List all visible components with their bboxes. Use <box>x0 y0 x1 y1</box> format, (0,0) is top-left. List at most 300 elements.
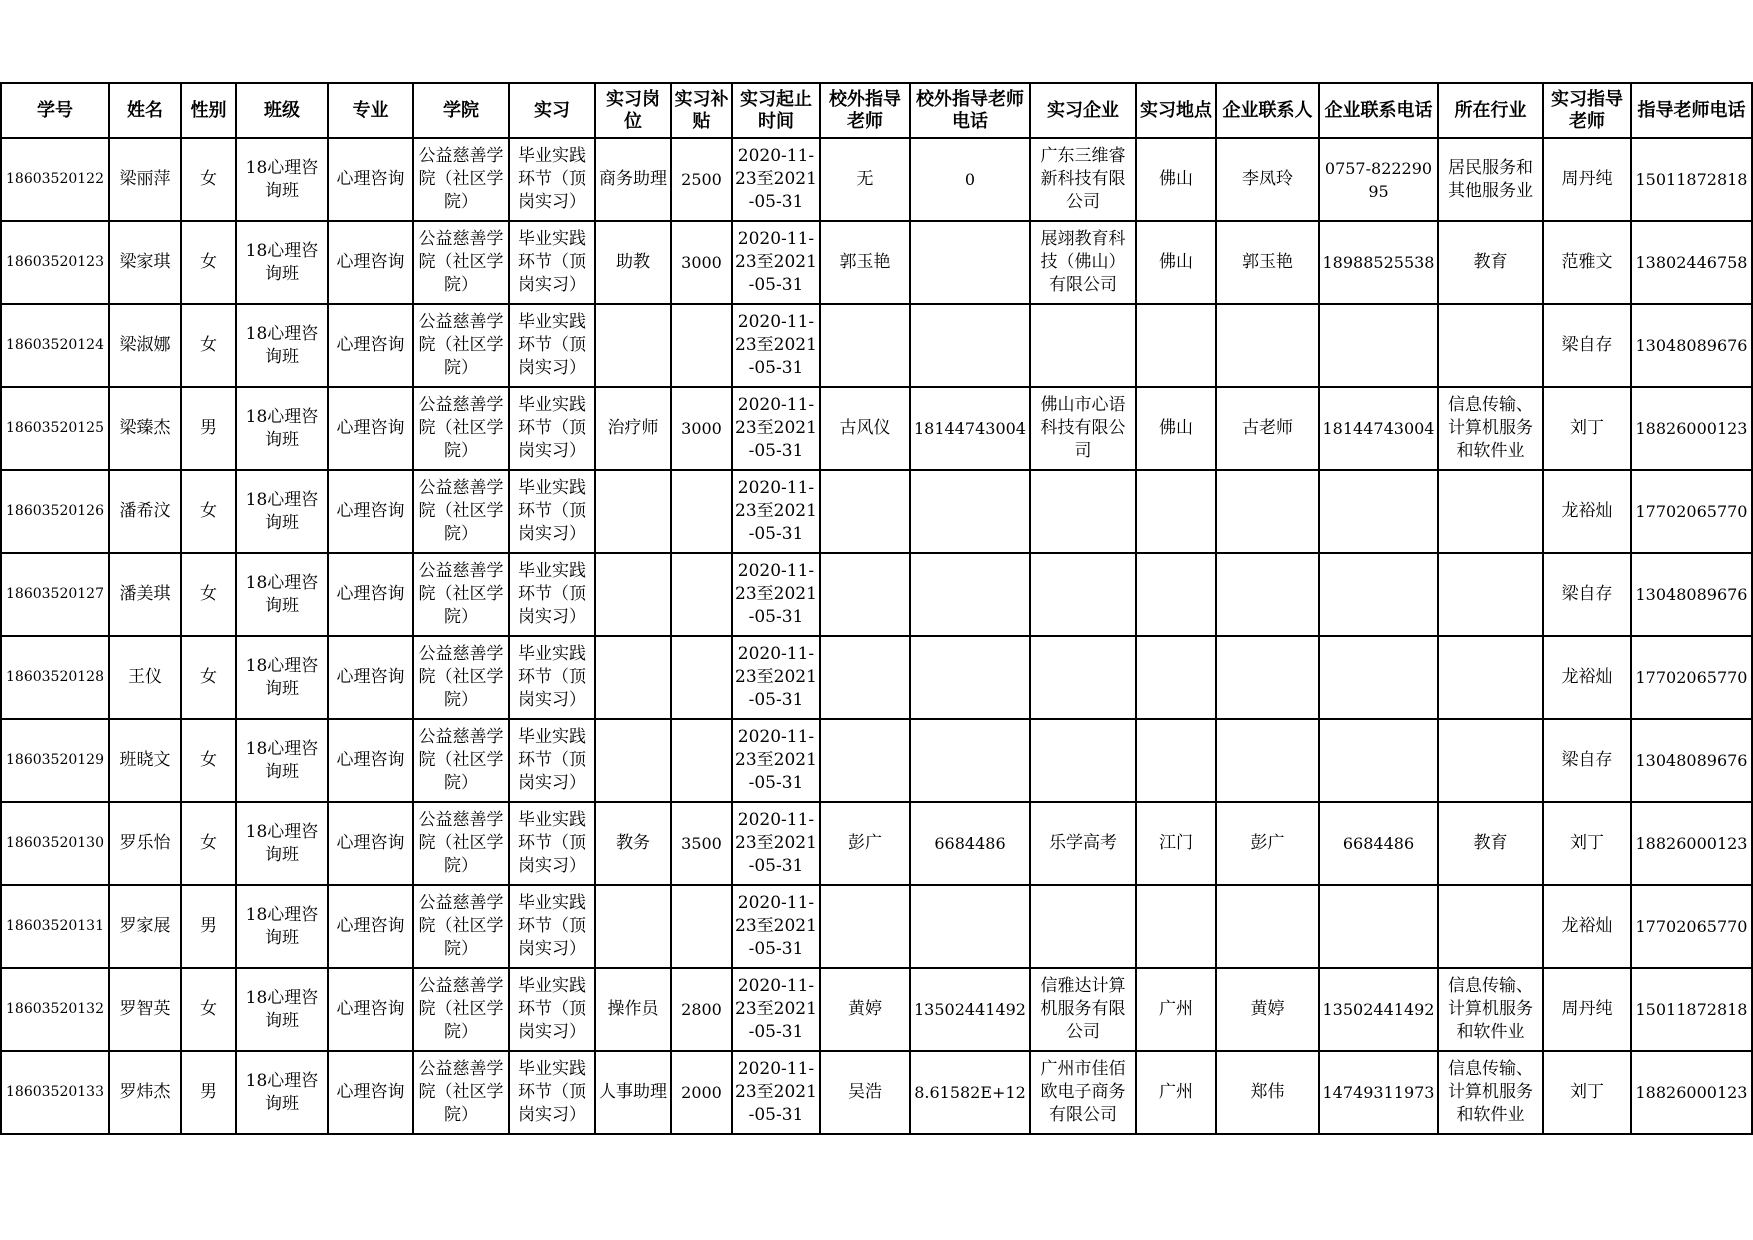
industry-text: 教育 <box>1473 833 1508 853</box>
cell-external-supervisor <box>820 304 910 387</box>
cell-external-supervisor <box>820 138 910 221</box>
table-row <box>1 968 1752 1051</box>
cell-student-id <box>1 138 109 221</box>
class-text: 18心理咨询班 <box>245 1070 319 1114</box>
cell-company-contact <box>1216 387 1319 470</box>
table-row <box>1 802 1752 885</box>
cell-internal-supervisor <box>1543 1051 1631 1134</box>
student-id-text: 18603520129 <box>6 752 104 768</box>
cell-college <box>413 138 509 221</box>
cell-company <box>1030 636 1136 719</box>
cell-name <box>109 470 181 553</box>
header-position: 实习岗位 <box>595 83 671 138</box>
major-text: 心理咨询 <box>336 833 405 853</box>
cell-stipend <box>671 387 732 470</box>
table-row <box>1 553 1752 636</box>
college-text: 公益慈善学院（社区学院） <box>418 644 504 710</box>
cell-stipend <box>671 1051 732 1134</box>
cell-location <box>1136 221 1216 304</box>
college-text: 公益慈善学院（社区学院） <box>418 312 504 378</box>
stipend-text: 3000 <box>681 253 722 272</box>
major-text: 心理咨询 <box>336 1082 405 1102</box>
cell-student-id <box>1 304 109 387</box>
cell-company-phone <box>1319 885 1438 968</box>
cell-company <box>1030 885 1136 968</box>
cell-location <box>1136 719 1216 802</box>
cell-company-contact <box>1216 553 1319 636</box>
cell-gender <box>181 221 236 304</box>
name-text: 王仪 <box>128 667 162 687</box>
gender-text: 女 <box>200 999 217 1019</box>
external-supervisor-text: 彭广 <box>848 833 882 853</box>
company-contact-text: 彭广 <box>1250 833 1285 853</box>
company-phone-text: 0757-82229095 <box>1324 158 1433 201</box>
cell-gender <box>181 968 236 1051</box>
position-text: 人事助理 <box>599 1082 667 1102</box>
company-text: 佛山市心语科技有限公司 <box>1040 395 1126 461</box>
cell-period <box>732 304 820 387</box>
cell-period <box>732 719 820 802</box>
cell-industry <box>1438 387 1543 470</box>
cell-major <box>328 304 413 387</box>
cell-class <box>236 636 328 719</box>
table-row <box>1 387 1752 470</box>
external-supervisor-text: 古风仪 <box>839 418 891 438</box>
cell-internal-supervisor <box>1543 719 1631 802</box>
cell-company-contact <box>1216 636 1319 719</box>
major-text: 心理咨询 <box>336 418 405 438</box>
cell-internal-supervisor <box>1543 304 1631 387</box>
header-period: 实习起止时间 <box>732 83 820 138</box>
major-text: 心理咨询 <box>336 667 405 687</box>
cell-company-contact <box>1216 968 1319 1051</box>
cell-internal-supervisor <box>1543 387 1631 470</box>
cell-location <box>1136 387 1216 470</box>
student-id-text: 18603520124 <box>6 337 104 353</box>
cell-position <box>595 885 671 968</box>
cell-internal-supervisor <box>1543 885 1631 968</box>
cell-major <box>328 719 413 802</box>
class-text: 18心理咨询班 <box>245 323 319 367</box>
cell-internship-type <box>509 553 595 636</box>
table-row <box>1 304 1752 387</box>
table-body <box>1 138 1752 1134</box>
cell-location <box>1136 968 1216 1051</box>
cell-period <box>732 636 820 719</box>
company-contact-text: 李凤玲 <box>1242 169 1293 189</box>
internal-supervisor-text: 梁自存 <box>1561 335 1613 355</box>
college-text: 公益慈善学院（社区学院） <box>418 478 504 544</box>
company-contact-text: 古老师 <box>1242 418 1293 438</box>
cell-major <box>328 885 413 968</box>
table-row <box>1 719 1752 802</box>
cell-name <box>109 719 181 802</box>
cell-internship-type <box>509 802 595 885</box>
class-text: 18心理咨询班 <box>245 240 319 284</box>
header-gender: 性别 <box>181 83 236 138</box>
period-text: 2020-11-23至2021-05-31 <box>735 229 817 295</box>
student-id-text: 18603520132 <box>6 1001 104 1017</box>
header-company: 实习企业 <box>1030 83 1136 138</box>
cell-college <box>413 304 509 387</box>
supervisor-phone-text: 15011872818 <box>1635 1000 1748 1019</box>
cell-location <box>1136 553 1216 636</box>
cell-company <box>1030 304 1136 387</box>
student-id-text: 18603520123 <box>6 254 104 270</box>
cell-student-id <box>1 885 109 968</box>
cell-internship-type <box>509 1051 595 1134</box>
name-text: 梁丽萍 <box>119 169 171 189</box>
cell-gender <box>181 304 236 387</box>
internship-type-text: 毕业实践环节（顶岗实习） <box>518 312 586 378</box>
stipend-text: 3500 <box>681 834 722 853</box>
cell-industry <box>1438 138 1543 221</box>
class-text: 18心理咨询班 <box>245 489 319 533</box>
cell-student-id <box>1 387 109 470</box>
cell-industry <box>1438 553 1543 636</box>
supervisor-phone-text: 15011872818 <box>1635 170 1748 189</box>
cell-major <box>328 470 413 553</box>
cell-position <box>595 553 671 636</box>
cell-period <box>732 470 820 553</box>
cell-college <box>413 636 509 719</box>
internal-supervisor-text: 梁自存 <box>1561 584 1613 604</box>
cell-position <box>595 719 671 802</box>
cell-stipend <box>671 304 732 387</box>
supervisor-phone-text: 13048089676 <box>1635 585 1748 604</box>
cell-major <box>328 636 413 719</box>
table-row <box>1 636 1752 719</box>
cell-internship-type <box>509 387 595 470</box>
internship-type-text: 毕业实践环节（顶岗实习） <box>518 810 586 876</box>
major-text: 心理咨询 <box>336 501 405 521</box>
cell-internal-supervisor <box>1543 636 1631 719</box>
period-text: 2020-11-23至2021-05-31 <box>735 976 817 1042</box>
cell-external-supervisor <box>820 1051 910 1134</box>
cell-internship-type <box>509 470 595 553</box>
internship-type-text: 毕业实践环节（顶岗实习） <box>518 727 586 793</box>
cell-supervisor-phone <box>1631 553 1752 636</box>
cell-company <box>1030 802 1136 885</box>
cell-company-phone <box>1319 470 1438 553</box>
header-company-contact: 企业联系人 <box>1216 83 1319 138</box>
stipend-text: 3000 <box>681 419 722 438</box>
name-text: 罗乐怡 <box>119 833 171 853</box>
industry-text: 信息传输、计算机服务和软件业 <box>1448 395 1533 461</box>
cell-major <box>328 553 413 636</box>
stipend-text: 2500 <box>681 170 722 189</box>
period-text: 2020-11-23至2021-05-31 <box>735 146 817 212</box>
cell-location <box>1136 470 1216 553</box>
cell-supervisor-phone <box>1631 1051 1752 1134</box>
cell-major <box>328 968 413 1051</box>
student-id-text: 18603520133 <box>6 1084 104 1100</box>
internal-supervisor-text: 龙裕灿 <box>1561 501 1613 521</box>
external-supervisor-phone-text: 0 <box>964 170 976 189</box>
cell-position <box>595 221 671 304</box>
cell-name <box>109 387 181 470</box>
gender-text: 女 <box>200 252 217 272</box>
cell-location <box>1136 304 1216 387</box>
cell-name <box>109 304 181 387</box>
cell-external-supervisor <box>820 387 910 470</box>
class-text: 18心理咨询班 <box>245 406 319 450</box>
cell-period <box>732 553 820 636</box>
cell-stipend <box>671 968 732 1051</box>
external-supervisor-text: 无 <box>856 169 874 189</box>
cell-supervisor-phone <box>1631 968 1752 1051</box>
internal-supervisor-text: 刘丁 <box>1570 418 1604 438</box>
stipend-text: 2000 <box>681 1083 722 1102</box>
cell-company-phone <box>1319 719 1438 802</box>
internship-type-text: 毕业实践环节（顶岗实习） <box>518 146 586 212</box>
cell-stipend <box>671 221 732 304</box>
cell-industry <box>1438 221 1543 304</box>
position-text: 治疗师 <box>607 418 659 438</box>
supervisor-phone-text: 18826000123 <box>1635 834 1748 853</box>
internal-supervisor-text: 刘丁 <box>1570 1082 1604 1102</box>
internal-supervisor-text: 梁自存 <box>1561 750 1613 770</box>
cell-major <box>328 221 413 304</box>
table-row <box>1 470 1752 553</box>
student-id-text: 18603520127 <box>6 586 104 602</box>
cell-college <box>413 470 509 553</box>
college-text: 公益慈善学院（社区学院） <box>418 146 504 212</box>
gender-text: 女 <box>200 750 217 770</box>
period-text: 2020-11-23至2021-05-31 <box>735 893 817 959</box>
cell-location <box>1136 802 1216 885</box>
external-supervisor-text: 吴浩 <box>848 1082 882 1102</box>
college-text: 公益慈善学院（社区学院） <box>418 976 504 1042</box>
cell-class <box>236 719 328 802</box>
cell-college <box>413 553 509 636</box>
cell-major <box>328 1051 413 1134</box>
cell-location <box>1136 885 1216 968</box>
header-class: 班级 <box>236 83 328 138</box>
gender-text: 女 <box>200 501 217 521</box>
class-text: 18心理咨询班 <box>245 655 319 699</box>
internship-table <box>0 82 1753 1135</box>
cell-gender <box>181 802 236 885</box>
header-major: 专业 <box>328 83 413 138</box>
cell-class <box>236 553 328 636</box>
class-text: 18心理咨询班 <box>245 904 319 948</box>
cell-student-id <box>1 221 109 304</box>
gender-text: 女 <box>200 169 217 189</box>
cell-company-contact <box>1216 221 1319 304</box>
gender-text: 男 <box>200 916 217 936</box>
cell-internship-type <box>509 968 595 1051</box>
cell-external-supervisor-phone <box>910 968 1030 1051</box>
cell-class <box>236 221 328 304</box>
header-internship-type: 实习 <box>509 83 595 138</box>
cell-stipend <box>671 719 732 802</box>
cell-supervisor-phone <box>1631 221 1752 304</box>
cell-supervisor-phone <box>1631 802 1752 885</box>
cell-external-supervisor <box>820 885 910 968</box>
major-text: 心理咨询 <box>336 335 405 355</box>
company-phone-text: 18988525538 <box>1322 253 1435 272</box>
header-name: 姓名 <box>109 83 181 138</box>
cell-position <box>595 802 671 885</box>
cell-company <box>1030 968 1136 1051</box>
cell-name <box>109 802 181 885</box>
cell-supervisor-phone <box>1631 885 1752 968</box>
name-text: 罗炜杰 <box>119 1082 171 1102</box>
cell-company-phone <box>1319 304 1438 387</box>
student-id-text: 18603520128 <box>6 669 104 685</box>
internship-type-text: 毕业实践环节（顶岗实习） <box>518 976 586 1042</box>
student-id-text: 18603520125 <box>6 420 104 436</box>
company-phone-text: 18144743004 <box>1322 419 1435 438</box>
cell-external-supervisor-phone <box>910 636 1030 719</box>
industry-text: 信息传输、计算机服务和软件业 <box>1448 1059 1533 1125</box>
cell-class <box>236 387 328 470</box>
company-text: 信雅达计算机服务有限公司 <box>1040 976 1126 1042</box>
major-text: 心理咨询 <box>336 999 405 1019</box>
location-text: 佛山 <box>1159 418 1193 438</box>
cell-company-phone <box>1319 636 1438 719</box>
table-row <box>1 138 1752 221</box>
cell-period <box>732 221 820 304</box>
cell-supervisor-phone <box>1631 138 1752 221</box>
internal-supervisor-text: 龙裕灿 <box>1561 916 1613 936</box>
name-text: 潘希汶 <box>119 501 171 521</box>
major-text: 心理咨询 <box>336 750 405 770</box>
name-text: 班晓文 <box>119 750 171 770</box>
cell-company-contact <box>1216 470 1319 553</box>
company-contact-text: 郭玉艳 <box>1242 252 1293 272</box>
cell-company-phone <box>1319 138 1438 221</box>
header-external-supervisor-phone: 校外指导老师电话 <box>910 83 1030 138</box>
supervisor-phone-text: 17702065770 <box>1635 668 1748 687</box>
cell-internship-type <box>509 304 595 387</box>
cell-name <box>109 885 181 968</box>
supervisor-phone-text: 17702065770 <box>1635 917 1748 936</box>
company-text: 展翊教育科技（佛山）有限公司 <box>1040 229 1126 295</box>
cell-company <box>1030 470 1136 553</box>
cell-internal-supervisor <box>1543 802 1631 885</box>
location-text: 佛山 <box>1159 252 1193 272</box>
cell-external-supervisor-phone <box>910 304 1030 387</box>
cell-industry <box>1438 470 1543 553</box>
table-row <box>1 1051 1752 1134</box>
college-text: 公益慈善学院（社区学院） <box>418 727 504 793</box>
position-text: 教务 <box>616 833 650 853</box>
college-text: 公益慈善学院（社区学院） <box>418 395 504 461</box>
cell-name <box>109 636 181 719</box>
cell-location <box>1136 1051 1216 1134</box>
internship-roster <box>0 82 1753 1135</box>
cell-external-supervisor-phone <box>910 221 1030 304</box>
cell-internal-supervisor <box>1543 553 1631 636</box>
gender-text: 男 <box>200 418 217 438</box>
cell-industry <box>1438 1051 1543 1134</box>
major-text: 心理咨询 <box>336 916 405 936</box>
cell-industry <box>1438 885 1543 968</box>
internship-type-text: 毕业实践环节（顶岗实习） <box>518 395 586 461</box>
student-id-text: 18603520130 <box>6 835 104 851</box>
cell-company-phone <box>1319 221 1438 304</box>
cell-external-supervisor-phone <box>910 802 1030 885</box>
company-contact-text: 郑伟 <box>1250 1082 1285 1102</box>
cell-position <box>595 1051 671 1134</box>
name-text: 梁家琪 <box>119 252 171 272</box>
supervisor-phone-text: 17702065770 <box>1635 502 1748 521</box>
cell-stipend <box>671 636 732 719</box>
cell-period <box>732 138 820 221</box>
name-text: 梁淑娜 <box>119 335 171 355</box>
company-phone-text: 13502441492 <box>1322 1000 1435 1019</box>
cell-stipend <box>671 470 732 553</box>
name-text: 罗家展 <box>119 916 171 936</box>
cell-company <box>1030 719 1136 802</box>
class-text: 18心理咨询班 <box>245 987 319 1031</box>
gender-text: 女 <box>200 584 217 604</box>
industry-text: 教育 <box>1473 252 1508 272</box>
supervisor-phone-text: 13048089676 <box>1635 336 1748 355</box>
cell-period <box>732 1051 820 1134</box>
major-text: 心理咨询 <box>336 169 405 189</box>
cell-stipend <box>671 885 732 968</box>
cell-internal-supervisor <box>1543 470 1631 553</box>
cell-student-id <box>1 553 109 636</box>
internal-supervisor-text: 范雅文 <box>1561 252 1613 272</box>
cell-internal-supervisor <box>1543 221 1631 304</box>
cell-name <box>109 968 181 1051</box>
company-phone-text: 14749311973 <box>1322 1083 1435 1102</box>
cell-internship-type <box>509 636 595 719</box>
company-phone-text: 6684486 <box>1342 834 1415 853</box>
cell-gender <box>181 1051 236 1134</box>
cell-college <box>413 1051 509 1134</box>
cell-external-supervisor-phone <box>910 387 1030 470</box>
cell-external-supervisor-phone <box>910 885 1030 968</box>
cell-supervisor-phone <box>1631 387 1752 470</box>
cell-supervisor-phone <box>1631 470 1752 553</box>
cell-student-id <box>1 470 109 553</box>
header-company-phone: 企业联系电话 <box>1319 83 1438 138</box>
cell-gender <box>181 636 236 719</box>
period-text: 2020-11-23至2021-05-31 <box>735 810 817 876</box>
cell-student-id <box>1 802 109 885</box>
cell-stipend <box>671 802 732 885</box>
student-id-text: 18603520122 <box>6 171 104 187</box>
class-text: 18心理咨询班 <box>245 572 319 616</box>
cell-gender <box>181 138 236 221</box>
cell-external-supervisor <box>820 802 910 885</box>
cell-external-supervisor-phone <box>910 1051 1030 1134</box>
company-text: 广东三维睿新科技有限公司 <box>1040 146 1126 212</box>
internship-type-text: 毕业实践环节（顶岗实习） <box>518 893 586 959</box>
table-row <box>1 221 1752 304</box>
company-text: 广州市佳佰欧电子商务有限公司 <box>1040 1059 1126 1125</box>
name-text: 梁臻杰 <box>119 418 171 438</box>
name-text: 罗智英 <box>119 999 171 1019</box>
cell-position <box>595 470 671 553</box>
cell-company <box>1030 221 1136 304</box>
position-text: 助教 <box>616 252 650 272</box>
cell-position <box>595 387 671 470</box>
cell-gender <box>181 553 236 636</box>
cell-name <box>109 138 181 221</box>
location-text: 广州 <box>1159 999 1193 1019</box>
cell-name <box>109 1051 181 1134</box>
internship-type-text: 毕业实践环节（顶岗实习） <box>518 229 586 295</box>
cell-college <box>413 802 509 885</box>
external-supervisor-phone-text: 8.61582E+12 <box>914 1083 1026 1102</box>
table-header <box>1 83 1752 138</box>
